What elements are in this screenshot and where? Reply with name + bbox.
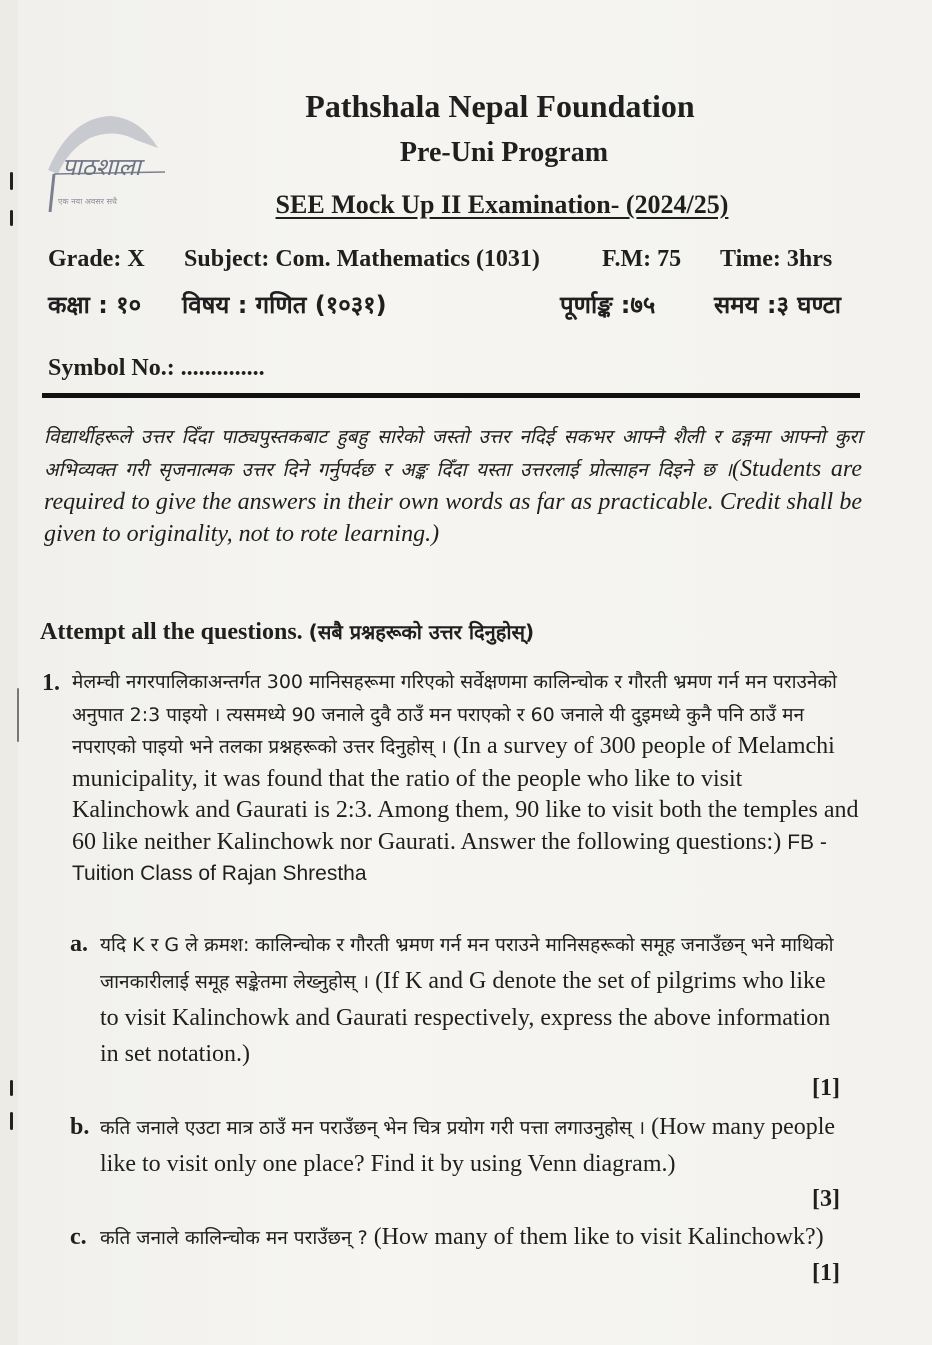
part-marks: [3] [812, 1186, 840, 1212]
part-nepali: कति जनाले एउटा मात्र ठाउँ मन पराउँछन् भेन चित्र प्रयोग गरी पत्ता लगाउनुहोस् । [100, 1117, 646, 1139]
organization-name: Pathshala Nepal Foundation [305, 88, 695, 124]
question-1-nepali: मेलम्ची नगरपालिकाअन्तर्गत 300 मानिसहरूमा गरिएको सर्वेक्षणमा कालिन्चोक र गौरती भ्रमण गर्न मन पराउनेको अनुपात 2:3 पाइयो । त्यसमध्ये 90 जनाले दुवै ठाउँ मन पराएको र 60 जनाले यी दुइमध्ये कुनै पनि ठाउँ मन नपराएको पाइयो भने तलका प्रश्नहरूको उत्तर दिनुहोस् । [72, 671, 837, 758]
part-label: a. [70, 931, 88, 957]
part-english: (How many of them like to visit Kalinchowk?) [373, 1224, 824, 1250]
edge-mark [10, 172, 13, 190]
exam-title-text: SEE Mock Up II Examination- (2024/25) [275, 190, 729, 219]
part-marks: [1] [812, 1260, 840, 1286]
attempt-english: Attempt all the questions. [40, 619, 303, 645]
part-marks: [1] [812, 1075, 840, 1101]
question-1-english: (In a survey of 300 people of Melamchi municipality, it was found that the ratio of the people who like to visit Kalinchowk and Gaurati is 2:3. Among them, 90 like to visit both the temples and 60 like neither Kalinchowk nor Gaurati. Answer the following questions:) [72, 733, 859, 855]
exam-time-nepali: समय :३ घण्टा [714, 291, 841, 319]
subject: Subject: Com. Mathematics (1031) [184, 246, 540, 272]
subject-nepali: विषय : गणित (१०३१) [182, 291, 387, 319]
part-english: (How many people like to visit only one place? Find it by using Venn diagram.) [100, 1114, 836, 1177]
question-1-text [72, 666, 862, 890]
attempt-all-heading [40, 618, 534, 646]
part-english: (If K and G denote the set of pilgrims who like to visit Kalinchowk and Gaurati respectively, express the above information in set notation.) [100, 968, 831, 1067]
exam-title [0, 190, 932, 220]
instructions-english: (Students are required to give the answers in their own words as far as practicable. Credit shall be given to originality, not to rote learning.) [44, 456, 862, 547]
exam-time: Time: 3hrs [720, 246, 833, 272]
grade: Grade: X [48, 246, 145, 272]
full-marks: F.M: 75 [602, 246, 682, 272]
part-nepali: कति जनाले कालिन्चोक मन पराउँछन् ? [100, 1227, 368, 1249]
logo-text: पाठशाला [62, 153, 141, 181]
question-1a [70, 926, 840, 1106]
question-1c [70, 1219, 840, 1294]
header-divider [42, 393, 860, 398]
question-number: 1. [42, 670, 60, 696]
question-1b [70, 1109, 840, 1219]
symbol-number: Symbol No.: .............. [48, 355, 265, 381]
instructions-nepali: विद्यार्थीहरूले उत्तर दिँदा पाठ्यपुस्तकबाट हुबहु सारेको जस्तो उत्तर नदिई सकभर आफ्नै शैली र ढङ्गमा आफ्नो कुरा अभिव्यक्त गरी सृजनात्मक उत्तर दिने गर्नुपर्दछ र अङ्क दिँदा यस्ता उत्तरलाई प्रोत्साहन दिइने छ । [44, 426, 862, 481]
grade-nepali: कक्षा : १० [48, 291, 142, 319]
logo-tagline: एक नया अवसर सधै [58, 197, 117, 206]
margin-bracket [17, 688, 19, 742]
program-name: Pre-Uni Program [399, 137, 609, 168]
instructions [44, 420, 862, 550]
watermark-text: FB - Tuition Class of Rajan Shrestha [72, 830, 827, 885]
part-label: b. [70, 1114, 90, 1140]
full-marks-nepali: पूर्णाङ्क :७५ [560, 291, 656, 319]
edge-mark [10, 1112, 13, 1130]
attempt-nepali: (सबै प्रश्नहरूको उत्तर दिनुहोस्) [308, 620, 535, 644]
edge-mark [10, 1080, 13, 1096]
part-label: c. [70, 1224, 87, 1250]
part-nepali: यदि K र G ले क्रमश: कालिन्चोक र गौरती भ्रमण गर्न मन पराउने मानिसहरूको समूह जनाउँछन् भने माथिको जानकारीलाई समूह सङ्केतमा लेख्नुहोस् । [100, 934, 834, 993]
